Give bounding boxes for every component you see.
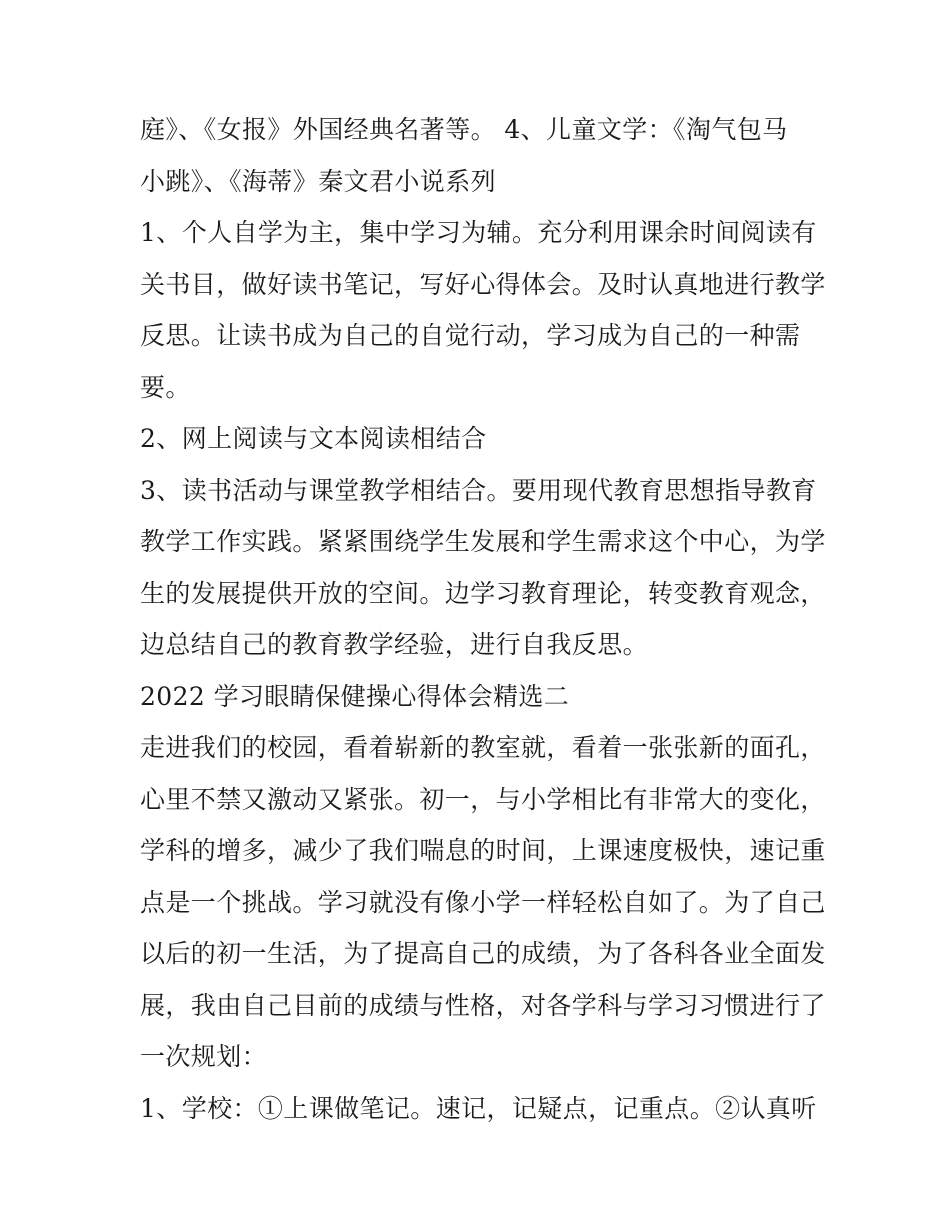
text-line: 生的发展提供开放的空间。边学习教育理论，转变教育观念，: [140, 578, 826, 608]
text-line: 学科的增多，减少了我们喘息的时间，上课速度极快，速记重: [140, 836, 826, 865]
text-line: 走进我们的校园，看着崭新的教室就，看着一张张新的面孔，: [140, 733, 826, 762]
text-line: 1、学校：①上课做笔记。速记，记疑点，记重点。②认真听: [140, 1093, 817, 1123]
document-body: [140, 104, 826, 1134]
text-line: 关书目，做好读书笔记，写好心得体会。及时认真地进行教学: [140, 269, 826, 299]
text-line: 教学工作实践。紧紧围绕学生发展和学生需求这个中心，为学: [140, 527, 826, 556]
text-line: 庭》、《女报》外国经典名著等。 4、儿童文学：《淘气包马: [140, 115, 788, 144]
text-line: 边总结自己的教育教学经验，进行自我反思。: [140, 630, 649, 659]
text-line: 1、个人自学为主，集中学习为辅。充分利用课余时间阅读有: [140, 218, 817, 247]
text-line: 3、读书活动与课堂教学相结合。要用现代教育思想指导教育: [140, 475, 817, 505]
section-heading: 2022 学习眼睛保健操心得体会精选二: [140, 681, 570, 711]
text-line: 心里不禁又激动又紧张。初一，与小学相比有非常大的变化，: [140, 784, 826, 814]
text-line: 以后的初一生活，为了提高自己的成绩，为了各科各业全面发: [140, 939, 826, 968]
text-line: 展，我由自己目前的成绩与性格，对各学科与学习习惯进行了: [140, 990, 826, 1020]
text-line: 一次规划：: [140, 1042, 268, 1071]
text-line: 小跳》、《海蒂》秦文君小说系列: [140, 166, 497, 196]
text-line: 要。: [140, 372, 191, 402]
text-line: 点是一个挑战。学习就没有像小学一样轻松自如了。为了自己: [140, 887, 826, 917]
text-line: 反思。让读书成为自己的自觉行动，学习成为自己的一种需: [140, 321, 801, 350]
text-line: 2、网上阅读与文本阅读相结合: [140, 424, 487, 453]
